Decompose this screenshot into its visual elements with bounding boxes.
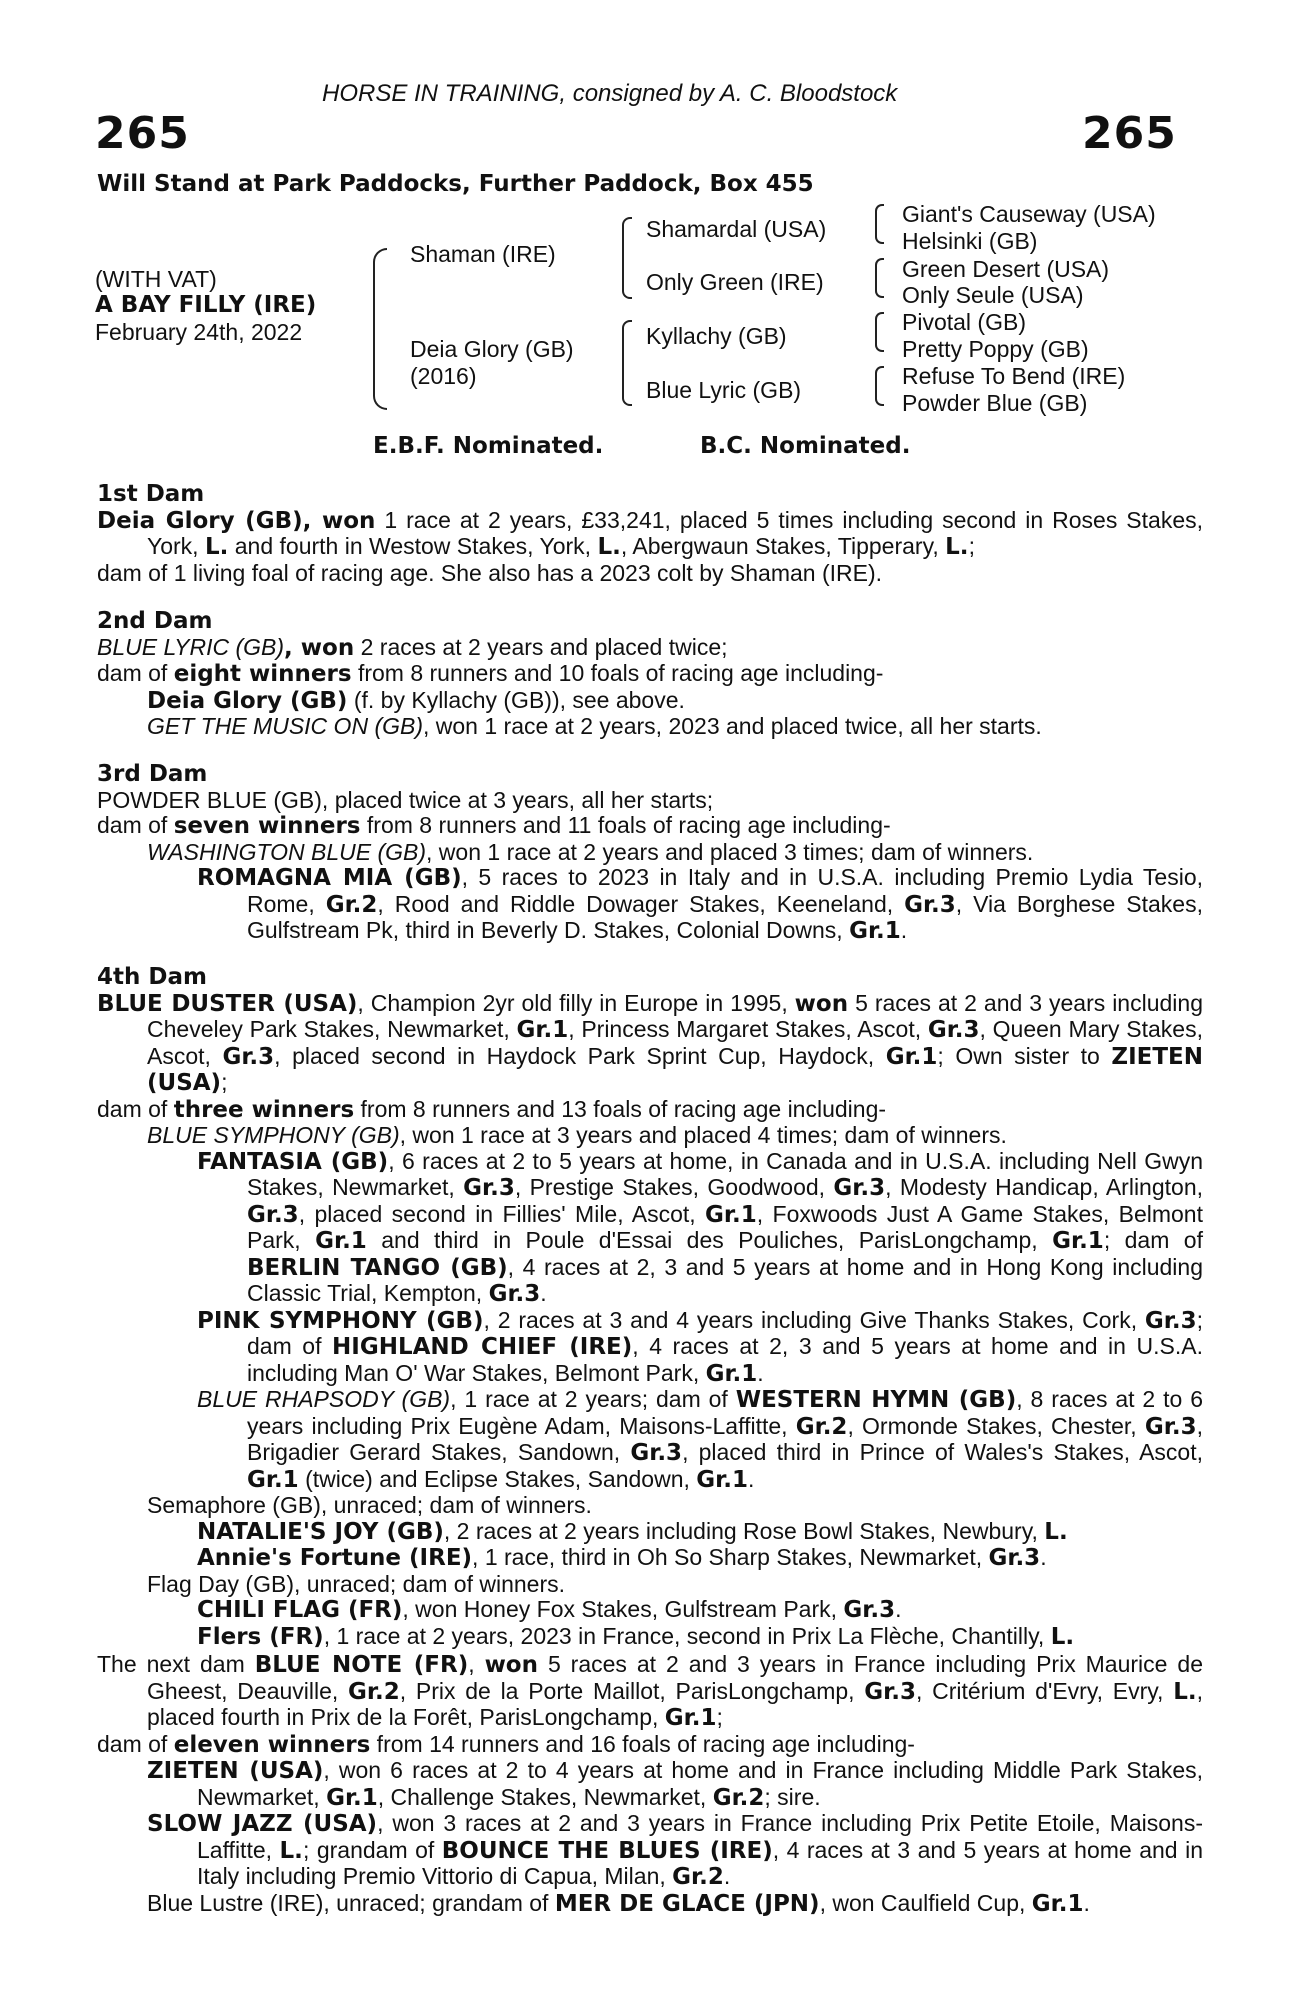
- third-dam-record: POWDER BLUE (GB), placed twice at 3 years, all her starts;: [97, 786, 714, 813]
- pedigree-dam-dam: Blue Lyric (GB): [646, 377, 802, 403]
- vat-note: (WITH VAT): [95, 266, 217, 292]
- horse-name: A BAY FILLY (IRE): [95, 292, 317, 318]
- list-item: Blue Lustre (IRE), unraced; grandam of MER DE GLACE (JPN), won Caulfield Cup, Gr.1.: [147, 1889, 1090, 1917]
- pedigree-ddd: Powder Blue (GB): [902, 390, 1088, 416]
- pedigree-sire: Shaman (IRE): [410, 241, 556, 267]
- foaling-date: February 24th, 2022: [95, 319, 303, 345]
- lot-number-right: 265: [1082, 108, 1177, 159]
- list-item: CHILI FLAG (FR), won Honey Fox Stakes, Gulfstream Park, Gr.3.: [197, 1596, 902, 1623]
- pedigree-brace-dam: [622, 320, 632, 406]
- pedigree-dsd: Pretty Poppy (GB): [902, 336, 1089, 362]
- fourth-dam-title: 4th Dam: [97, 964, 207, 990]
- pedigree-sdd: Only Seule (USA): [902, 282, 1084, 308]
- list-item: BLUE SYMPHONY (GB), won 1 race at 3 years and placed 4 times; dam of winners.: [147, 1122, 1007, 1148]
- bc-nomination: B.C. Nominated.: [700, 433, 911, 459]
- first-dam-title: 1st Dam: [97, 481, 205, 507]
- list-item: GET THE MUSIC ON (GB), won 1 race at 2 years, 2023 and placed twice, all her starts.: [147, 713, 1042, 739]
- list-item: BLUE RHAPSODY (GB), 1 race at 2 years; dam of WESTERN HYMN (GB), 8 races at 2 to 6 years including Prix Eugène Adam, Maisons-Laffitte, Gr.2, Ormonde Stakes, Chester, Gr.3, Brigadier Gerard Stakes, Sandown, Gr.3, placed third in Prince of Wales's Stakes, Ascot, Gr.1 (twice) and Eclipse Stakes, Sandown, Gr.1.: [197, 1386, 1203, 1493]
- pedigree-dss: Pivotal (GB): [902, 309, 1026, 335]
- list-item: ZIETEN (USA), won 6 races at 2 to 4 years at home and in France including Middle Park Stakes, Newmarket, Gr.1, Challenge Stakes, Newmarket, Gr.2; sire.: [147, 1757, 1203, 1811]
- pedigree-brace-ss: [875, 204, 884, 244]
- fourth-dam-produce: dam of three winners from 8 runners and 13 foals of racing age including-: [97, 1095, 887, 1123]
- list-item: FANTASIA (GB), 6 races at 2 to 5 years at home, in Canada and in U.S.A. including Nell Gwyn Stakes, Newmarket, Gr.3, Prestige Stakes, Goodwood, Gr.3, Modesty Handicap, Arlington, Gr.3, placed second in Fillies' Mile, Ascot, Gr.1, Foxwoods Just A Game Stakes, Belmont Park, Gr.1 and third in Poule d'Essai des Pouliches, ParisLongchamp, Gr.1; dam of BERLIN TANGO (GB), 4 races at 2, 3 and 5 years at home and in Hong Kong including Classic Trial, Kempton, Gr.3.: [197, 1147, 1203, 1307]
- next-dam-record: The next dam BLUE NOTE (FR), won 5 races at 2 and 3 years in France including Prix Maurice de Gheest, Deauville, Gr.2, Prix de la Porte Maillot, ParisLongchamp, Gr.3, Critérium d'Evry, Evry, L., placed fourth in Prix de la Forêt, ParisLongchamp, Gr.1;: [97, 1651, 1203, 1731]
- page-header: HORSE IN TRAINING, consigned by A. C. Bloodstock: [322, 80, 898, 107]
- pedigree-dam-year: (2016): [410, 363, 477, 389]
- stand-location: Will Stand at Park Paddocks, Further Paddock, Box 455: [97, 171, 814, 197]
- pedigree-dam: Deia Glory (GB): [410, 336, 574, 362]
- second-dam-produce: dam of eight winners from 8 runners and 10 foals of racing age including-: [97, 660, 884, 687]
- lot-number-left: 265: [95, 108, 190, 159]
- fourth-dam-record: BLUE DUSTER (USA), Champion 2yr old filly in Europe in 1995, won 5 races at 2 and 3 years including Cheveley Park Stakes, Newmarket, Gr.1, Princess Margaret Stakes, Ascot, Gr.3, Queen Mary Stakes, Ascot, Gr.3, placed second in Haydock Park Sprint Cup, Haydock, Gr.1; Own sister to ZIETEN (USA);: [97, 989, 1204, 1096]
- pedigree-brace-sire: [622, 217, 632, 299]
- third-dam-title: 3rd Dam: [97, 761, 208, 787]
- list-item: ROMAGNA MIA (GB), 5 races to 2023 in Italy and in U.S.A. including Premio Lydia Tesio, Rome, Gr.2, Rood and Riddle Dowager Stakes, Keeneland, Gr.3, Via Borghese Stakes, Gulfstream Pk, third in Beverly D. Stakes, Colonial Downs, Gr.1.: [197, 864, 1203, 944]
- list-item: Annie's Fortune (IRE), 1 race, third in Oh So Sharp Stakes, Newmarket, Gr.3.: [197, 1544, 1047, 1571]
- third-dam-section: [97, 762, 1203, 945]
- third-dam-produce: dam of seven winners from 8 runners and 11 foals of racing age including-: [97, 812, 891, 839]
- first-dam-section: [97, 482, 1203, 586]
- second-dam-record: BLUE LYRIC (GB), won 2 races at 2 years and placed twice;: [97, 633, 728, 661]
- fourth-dam-section: [97, 965, 1203, 1650]
- next-dam-section: [97, 1652, 1203, 1917]
- list-item: Flag Day (GB), unraced; dam of winners.: [147, 1570, 565, 1597]
- list-item: SLOW JAZZ (USA), won 3 races at 2 and 3 years in France including Prix Petite Etoile, Maisons-Laffitte, L.; grandam of BOUNCE THE BLUES (IRE), 4 races at 3 and 5 years at home and in Italy including Premio Vittorio di Capua, Milan, Gr.2.: [147, 1810, 1203, 1890]
- list-item: WASHINGTON BLUE (GB), won 1 race at 2 years and placed 3 times; dam of winners.: [147, 838, 1034, 865]
- pedigree-sss: Giant's Causeway (USA): [902, 201, 1156, 227]
- pedigree-sds: Green Desert (USA): [902, 256, 1110, 282]
- list-item: NATALIE'S JOY (GB), 2 races at 2 years including Rose Bowl Stakes, Newbury, L.: [197, 1517, 1068, 1545]
- pedigree-brace-sd: [875, 258, 884, 298]
- first-dam-record: Deia Glory (GB), won 1 race at 2 years, £33,241, placed 5 times including second in Roses Stakes, York, L. and fourth in Westow Stakes, York, L., Abergwaun Stakes, Tipperary, L.;: [97, 506, 1204, 560]
- pedigree-dds: Refuse To Bend (IRE): [902, 363, 1126, 389]
- pedigree-sire-dam: Only Green (IRE): [646, 269, 824, 295]
- ebf-nomination: E.B.F. Nominated.: [373, 433, 604, 459]
- pedigree-sire-sire: Shamardal (USA): [646, 216, 827, 242]
- list-item: Semaphore (GB), unraced; dam of winners.: [147, 1492, 592, 1518]
- list-item: PINK SYMPHONY (GB), 2 races at 3 and 4 years including Give Thanks Stakes, Cork, Gr.3; dam of HIGHLAND CHIEF (IRE), 4 races at 2, 3 and 5 years at home and in U.S.A. including Man O' War Stakes, Belmont Park, Gr.1.: [197, 1306, 1203, 1387]
- pedigree-brace-dd: [875, 366, 884, 406]
- list-item: Flers (FR), 1 race at 2 years, 2023 in France, second in Prix La Flèche, Chantilly, L.: [197, 1622, 1075, 1650]
- pedigree-ssd: Helsinki (GB): [902, 228, 1038, 254]
- pedigree-brace-ds: [875, 312, 884, 352]
- second-dam-title: 2nd Dam: [97, 608, 213, 634]
- first-dam-produce: dam of 1 living foal of racing age. She also has a 2023 colt by Shaman (IRE).: [97, 559, 882, 586]
- next-dam-produce: dam of eleven winners from 14 runners and 16 foals of racing age including-: [97, 1730, 915, 1758]
- list-item: Deia Glory (GB) (f. by Kyllachy (GB)), see above.: [147, 686, 685, 714]
- pedigree-brace-main: [373, 248, 387, 410]
- pedigree-dam-sire: Kyllachy (GB): [646, 323, 787, 349]
- second-dam-section: [97, 609, 1203, 740]
